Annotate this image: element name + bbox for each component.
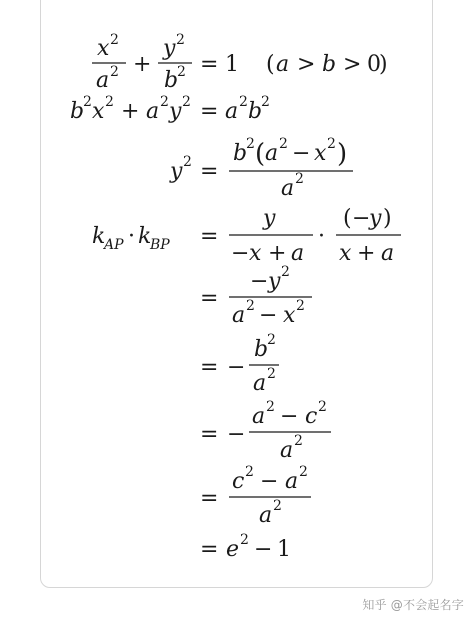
svg-text:a: a — [381, 241, 395, 266]
svg-text:c: c — [305, 404, 318, 429]
svg-text:2: 2 — [160, 94, 169, 110]
svg-text:e: e — [226, 537, 240, 562]
svg-text:AP: AP — [104, 237, 124, 253]
svg-text:=: = — [200, 99, 219, 124]
svg-text:): ) — [337, 139, 348, 169]
svg-text:): ) — [379, 52, 388, 77]
svg-text:−: − — [292, 141, 311, 166]
svg-text:+: + — [268, 241, 287, 266]
svg-text:x: x — [97, 36, 110, 61]
svg-text:2: 2 — [239, 94, 248, 110]
svg-text:2: 2 — [294, 433, 303, 449]
svg-text:−: − — [231, 241, 250, 266]
svg-text:2: 2 — [281, 264, 290, 280]
svg-text:k: k — [138, 224, 152, 249]
svg-text:+: + — [121, 99, 140, 124]
svg-text:(: ( — [255, 139, 266, 169]
svg-text:2: 2 — [296, 298, 305, 314]
equation-slope-product — [92, 206, 401, 266]
equation-ellipse — [92, 32, 388, 93]
svg-text:2: 2 — [105, 94, 114, 110]
svg-text:2: 2 — [261, 94, 270, 110]
svg-text:a: a — [291, 241, 305, 266]
svg-text:2: 2 — [83, 94, 92, 110]
svg-text:y: y — [268, 269, 281, 294]
svg-text:a: a — [252, 404, 266, 429]
equation-step-1 — [200, 264, 312, 328]
svg-text:k: k — [92, 224, 106, 249]
svg-text:b: b — [70, 99, 85, 124]
svg-text:(: ( — [343, 206, 352, 231]
svg-text:b: b — [248, 99, 263, 124]
svg-text:2: 2 — [327, 136, 336, 152]
svg-text:x: x — [249, 241, 262, 266]
svg-text:BP: BP — [150, 237, 170, 253]
svg-text:=: = — [200, 286, 219, 311]
svg-text:c: c — [232, 469, 245, 494]
svg-text:y: y — [263, 206, 276, 231]
svg-text:a: a — [285, 469, 299, 494]
svg-text:−: − — [260, 469, 279, 494]
svg-text:b: b — [322, 52, 337, 77]
svg-text:a: a — [281, 176, 295, 201]
equation-step-2 — [200, 332, 279, 396]
svg-text:2: 2 — [299, 464, 308, 480]
svg-text:2: 2 — [183, 154, 192, 170]
equation-step-4 — [200, 464, 311, 528]
svg-text:−: − — [254, 537, 273, 562]
svg-text:−: − — [352, 206, 371, 231]
svg-text:b: b — [233, 141, 248, 166]
svg-text:−: − — [259, 303, 278, 328]
equation-result — [200, 532, 291, 562]
svg-text:b: b — [164, 68, 179, 93]
svg-text:2: 2 — [176, 32, 185, 48]
svg-text:x: x — [339, 241, 352, 266]
svg-text:b: b — [254, 337, 269, 362]
svg-text:2: 2 — [266, 399, 275, 415]
svg-text:2: 2 — [182, 94, 191, 110]
svg-text:1: 1 — [277, 537, 291, 562]
svg-text:−: − — [280, 404, 299, 429]
svg-text:=: = — [200, 355, 219, 380]
svg-text:a: a — [253, 371, 267, 396]
svg-text:2: 2 — [246, 298, 255, 314]
svg-text:y: y — [169, 99, 182, 124]
svg-text:2: 2 — [279, 136, 288, 152]
svg-text:a: a — [276, 52, 290, 77]
svg-text:+: + — [357, 241, 376, 266]
svg-text:2: 2 — [240, 532, 249, 548]
svg-text:−: − — [250, 269, 269, 294]
equation-y-squared — [169, 136, 353, 201]
svg-text:=: = — [200, 224, 219, 249]
svg-text:): ) — [383, 206, 392, 231]
watermark-text: 知乎 @不会起名字 — [362, 598, 464, 612]
svg-text:=: = — [200, 486, 219, 511]
svg-text:2: 2 — [267, 332, 276, 348]
svg-text:a: a — [259, 503, 273, 528]
svg-text:=: = — [200, 422, 219, 447]
equation-step-3 — [200, 399, 331, 463]
svg-text:=: = — [200, 52, 219, 77]
svg-text:y: y — [163, 36, 176, 61]
svg-text:2: 2 — [177, 64, 186, 80]
svg-text:−: − — [227, 422, 246, 447]
svg-text:·: · — [318, 224, 325, 249]
svg-text:a: a — [96, 68, 110, 93]
svg-text:x: x — [314, 141, 327, 166]
svg-text:a: a — [146, 99, 160, 124]
svg-text:+: + — [133, 52, 152, 77]
svg-text:y: y — [170, 159, 183, 184]
svg-text:1: 1 — [225, 52, 239, 77]
svg-text:a: a — [232, 303, 246, 328]
svg-text:x: x — [283, 303, 296, 328]
svg-text:a: a — [280, 438, 294, 463]
svg-text:(: ( — [266, 52, 275, 77]
svg-text:−: − — [227, 355, 246, 380]
svg-text:·: · — [128, 224, 135, 249]
svg-text:a: a — [265, 141, 279, 166]
svg-text:2: 2 — [273, 498, 282, 514]
svg-text:=: = — [200, 159, 219, 184]
svg-text:2: 2 — [267, 366, 276, 382]
svg-text:2: 2 — [110, 64, 119, 80]
svg-text:2: 2 — [318, 399, 327, 415]
svg-text:>: > — [297, 52, 316, 77]
svg-text:2: 2 — [110, 32, 119, 48]
svg-text:0: 0 — [367, 52, 381, 77]
svg-text:2: 2 — [295, 171, 304, 187]
svg-text:2: 2 — [245, 464, 254, 480]
svg-text:a: a — [225, 99, 239, 124]
svg-text:x: x — [92, 99, 105, 124]
svg-text:>: > — [343, 52, 362, 77]
svg-text:y: y — [369, 206, 382, 231]
svg-text:=: = — [200, 537, 219, 562]
svg-text:2: 2 — [246, 136, 255, 152]
equation-expanded — [70, 94, 270, 124]
